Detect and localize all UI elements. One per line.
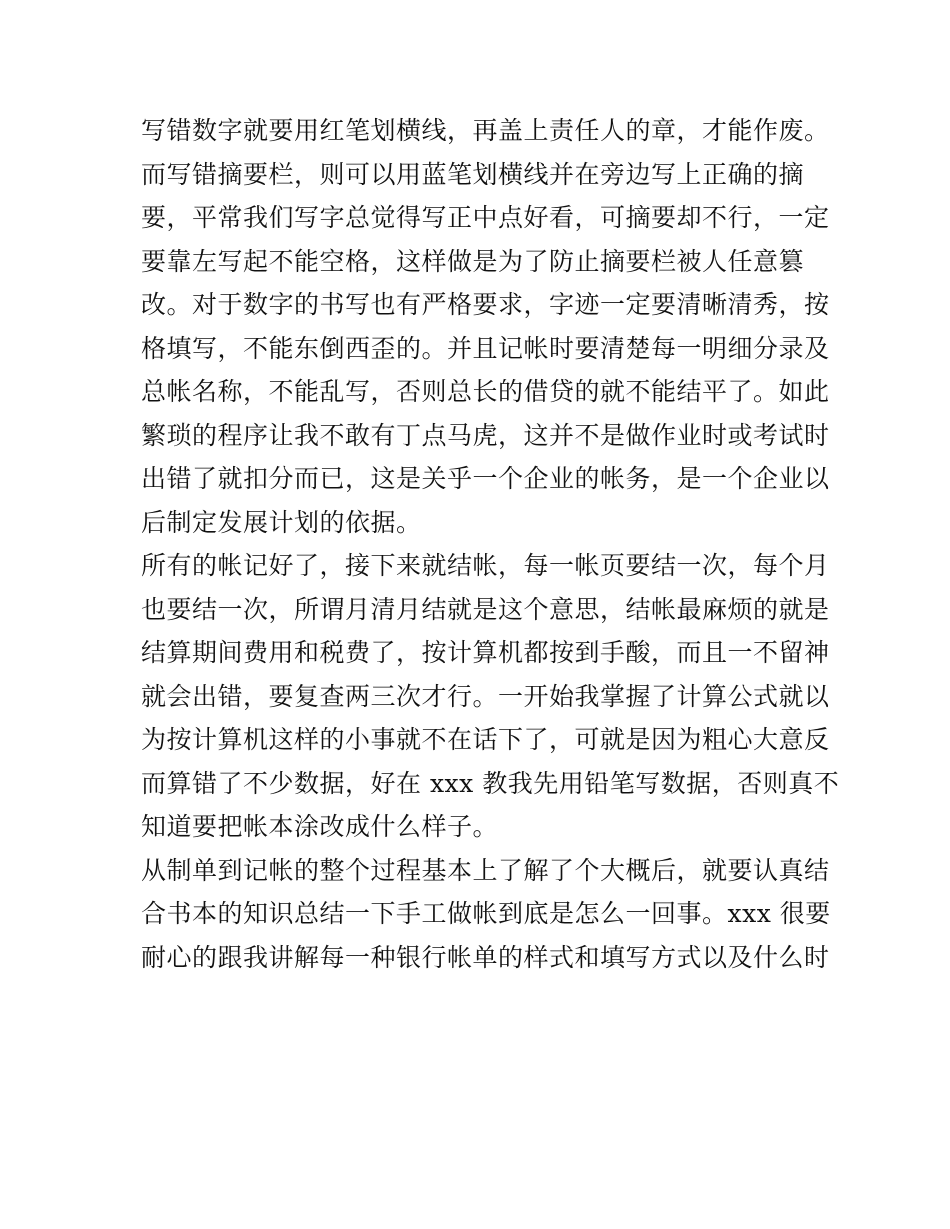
text-line: 要，平常我们写字总觉得写正中点好看，可摘要却不行，一定 (141, 203, 830, 232)
text-line: 也要结一次，所谓月清月结就是这个意思，结帐最麻烦的就是 (141, 594, 830, 624)
text-line: 总帐名称，不能乱写，否则总长的借贷的就不能结平了。如此 (141, 377, 830, 406)
body-text (141, 109, 840, 979)
text-line: 而写错摘要栏，则可以用蓝笔划横线并在旁边写上正确的摘 (141, 159, 805, 189)
text-line: 结算期间费用和税费了，按计算机都按到手酸，而且一不留神 (141, 638, 830, 667)
text-line: 从制单到记帐的整个过程基本上了解了个大概后，就要认真结 (141, 855, 830, 885)
text-line: 繁琐的程序让我不敢有丁点马虎，这并不是做作业时或考试时 (141, 420, 830, 450)
text-line: 写错数字就要用红笔划横线，再盖上责任人的章，才能作废。 (141, 116, 830, 145)
text-line: 出错了就扣分而已，这是关乎一个企业的帐务，是一个企业以 (141, 464, 830, 493)
text-line: 后制定发展计划的依据。 (141, 507, 422, 537)
text-line: 耐心的跟我讲解每一种银行帐单的样式和填写方式以及什么时 (141, 942, 830, 972)
text-line: 而算错了不少数据，好在 xxx 教我先用铅笔写数据，否则真不 (141, 768, 840, 798)
text-line: 所有的帐记好了，接下来就结帐，每一帐页要结一次，每个月 (141, 551, 830, 580)
text-line: 为按计算机这样的小事就不在话下了，可就是因为粗心大意反 (141, 725, 830, 754)
text-line: 要靠左写起不能空格，这样做是为了防止摘要栏被人任意篡 (141, 246, 805, 276)
text-line: 知道要把帐本涂改成什么样子。 (141, 812, 499, 841)
text-line: 格填写，不能东倒西歪的。并且记帐时要清楚每一明细分录及 (141, 333, 830, 363)
text-line: 改。对于数字的书写也有严格要求，字迹一定要清晰清秀，按 (141, 290, 830, 319)
text-line: 合书本的知识总结一下手工做帐到底是怎么一回事。xxx 很要 (141, 899, 831, 928)
text-line: 就会出错，要复查两三次才行。一开始我掌握了计算公式就以 (141, 681, 830, 711)
